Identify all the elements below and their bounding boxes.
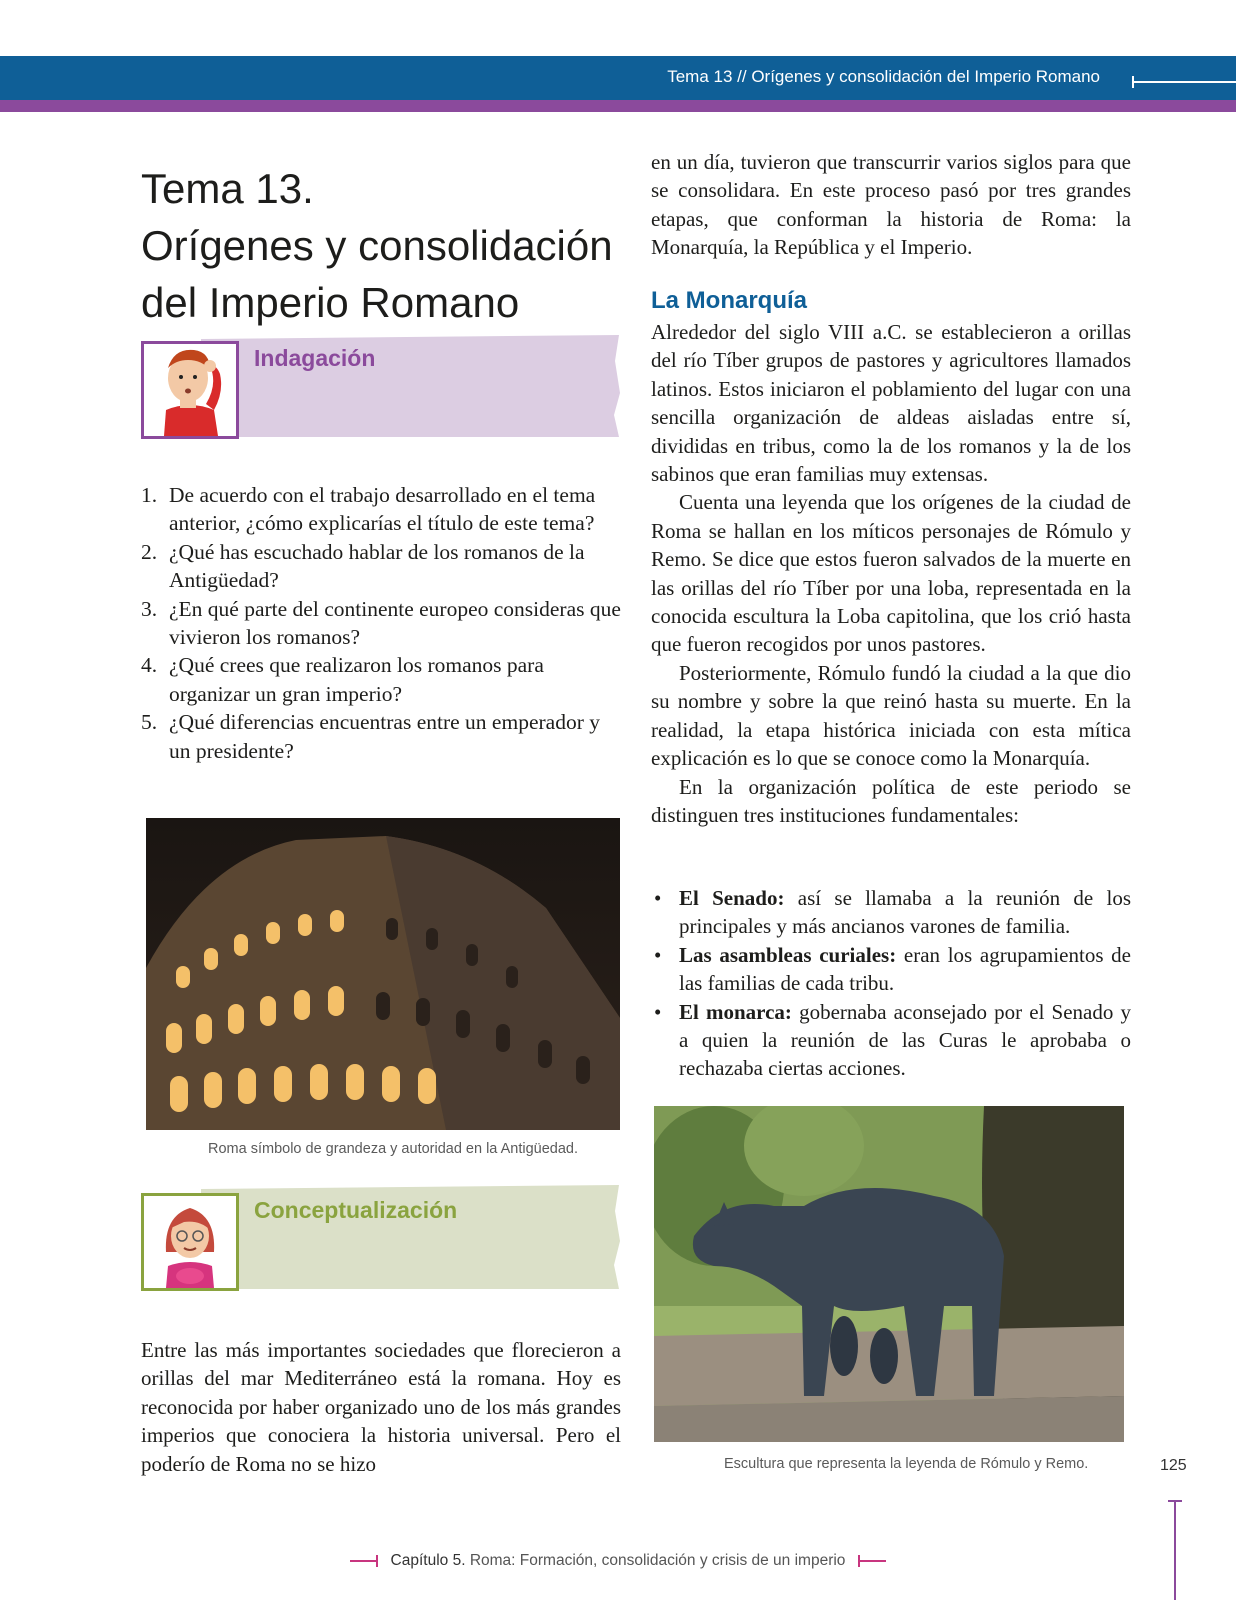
indagacion-box [141, 333, 621, 440]
title-line-3: del Imperio Romano [141, 279, 520, 326]
footer-dash-left [350, 1560, 378, 1562]
list-item: • El monarca: gobernaba aconsejado por el Senado y a quien la reunión de las Curas le aprobaba o rechazaba ciertas acciones. [654, 999, 1132, 1081]
list-item: 5. ¿Qué diferencias encuentras entre un emperador y un presidente? [141, 710, 600, 763]
intro-paragraph: Entre las más importantes sociedades que florecieron a orillas del mar Mediterráneo está la romana. Hoy es reconocida por haber organizado uno de los más grandes imperios que conociera la historia universal. Pero el poderío de Roma no se hizo [141, 1338, 621, 1476]
list-item: 4. ¿Qué crees que realizaron los romanos para organizar un gran imperio? [141, 653, 544, 706]
girl-with-glasses-icon [141, 1193, 239, 1291]
header-rule [1132, 81, 1236, 83]
continuation-paragraph: en un día, tuvieron que transcurrir varios siglos para que se consolidara. En este proceso pasó por tres grandes etapas, que conforman la historia de Roma: la Monarquía, la República y el Imperio. [651, 150, 1131, 260]
page-number: 125 [1160, 1457, 1187, 1474]
footer-dash-right [858, 1560, 886, 1562]
title-line-1: Tema 13. [141, 165, 314, 212]
paragraph: Alrededor del siglo VIII a.C. se establecieron a orillas del río Tíber grupos de pastores y agricultores llamados latinos. Estos iniciaron el poblamiento del lugar con una sencilla organización de aldeas aisladas entre sí, divididas en tribus, como la de los romanos y la de los sabinos que eran familias muy extensas. [651, 320, 1131, 487]
footer-chapter-title: Roma: Formación, consolidación y crisis de un imperio [469, 1552, 846, 1569]
institutions-list [651, 884, 1131, 1083]
capitoline-wolf-photo [654, 1106, 1124, 1442]
paragraph: En la organización política de este periodo se distinguen tres instituciones fundamentales: [651, 774, 1131, 827]
list-item: • El Senado: así se llamaba a la reunión de los principales y más ancianos varones de familia. [654, 886, 1132, 939]
page-title [141, 160, 621, 331]
colosseum-caption: Roma símbolo de grandeza y autoridad en la Antigüedad. [208, 1141, 578, 1157]
list-item: 1. De acuerdo con el trabajo desarrollado en el tema anterior, ¿cómo explicarías el título de este tema? [141, 483, 596, 536]
list-item: 3. ¿En qué parte del continente europeo consideras que vivieron los romanos? [141, 596, 621, 650]
footer [0, 1552, 1236, 1570]
paragraph: Cuenta una leyenda que los orígenes de la ciudad de Roma se hallan en los míticos personajes de Rómulo y Remo. Se dice que estos fueron salvados de la muerte en las orillas del río Tíber por una loba, representada en la conocida escultura la Loba capitolina, que los crió hasta que fueron recogidos por unos pastores. [651, 490, 1131, 657]
side-rule [1174, 1500, 1176, 1600]
list-item: 2. ¿Qué has escuchado hablar de los romanos de la Antigüedad? [141, 539, 585, 593]
monarquia-text [651, 318, 1131, 829]
paragraph: Posteriormente, Rómulo fundó la ciudad a la que dio su nombre y sobre la que reinó hasta su muerte. En la realidad, la etapa histórica iniciada con esta mítica explicación es lo que se conoce como la Monarquía. [651, 660, 1131, 771]
section-heading: La Monarquía [651, 287, 808, 314]
wolf-caption: Escultura que representa la leyenda de Rómulo y Remo. [724, 1456, 1089, 1472]
thinking-boy-icon [141, 341, 239, 439]
list-item: • Las asambleas curiales: eran los agrupamientos de las familias de cada tribu. [654, 942, 1132, 996]
colosseum-photo [146, 818, 620, 1130]
footer-chapter: Capítulo 5. [390, 1552, 466, 1569]
indagacion-label: Indagación [254, 345, 376, 371]
conceptualizacion-label: Conceptualización [254, 1197, 458, 1223]
title-line-2: Orígenes y consolidación [141, 222, 613, 269]
header-stripe [0, 100, 1236, 112]
running-title: Tema 13 // Orígenes y consolidación del Imperio Romano [667, 67, 1100, 86]
conceptualizacion-box [141, 1185, 621, 1292]
question-list [141, 481, 621, 765]
